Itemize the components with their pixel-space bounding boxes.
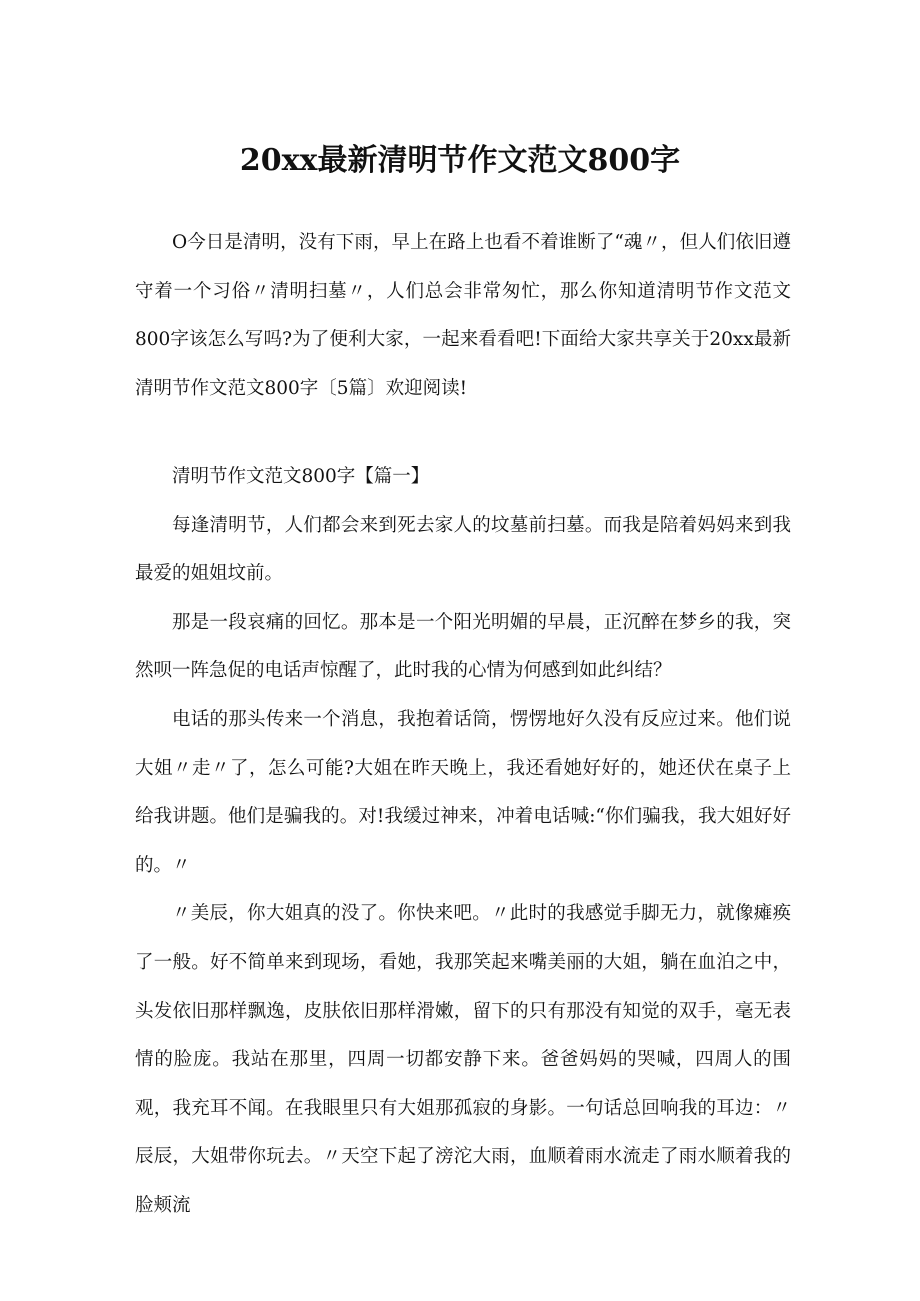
body-paragraph: 每逢清明节，人们都会来到死去家人的坟墓前扫墓。而我是陪着妈妈来到我最爱的姐姐坟前。 xyxy=(135,514,791,585)
section-one xyxy=(135,453,791,1231)
intro-paragraph: O今日是清明，没有下雨，早上在路上也看不着谁断了“魂〃，但人们依旧遵守着一个习俗〃清明扫墓〃，人们总会非常匆忙，那么你知道清明节作文范文800字该怎么写吗?为了便利大家，一起来看看吧!下面给大家共享关于20xx最新清明节作文范文800字〔5篇〕欢迎阅读! xyxy=(135,232,791,399)
body-paragraph: 〃美辰，你大姐真的没了。你快来吧。〃此时的我感觉手脚无力，就像瘫痪了一般。好不简单来到现场，看她，我那笑起来嘴美丽的大姐，躺在血泊之中，头发依旧那样飘逸，皮肤依旧那样滑嫩，留下的只有那没有知觉的双手，毫无表情的脸庞。我站在那里，四周一切都安静下来。爸爸妈妈的哭喊，四周人的围观，我充耳不闻。在我眼里只有大姐那孤寂的身影。一句话总回响我的耳边：〃辰辰，大姐带你玩去。〃天空下起了滂沱大雨，血顺着雨水流走了雨水顺着我的脸颊流 xyxy=(135,903,791,1216)
intro-block xyxy=(135,219,791,413)
document-title: 20xx最新清明节作文范文800字 xyxy=(239,143,681,178)
body-paragraph: 那是一段哀痛的回忆。那本是一个阳光明媚的早晨，正沉醉在梦乡的我，突然呗一阵急促的电话声惊醒了，此时我的心情为何感到如此纠结？ xyxy=(135,611,791,682)
section-heading: 清明节作文范文800字【篇一】 xyxy=(172,466,430,487)
body-paragraph: 电话的那头传来一个消息，我抱着话筒，愣愣地好久没有反应过来。他们说大姐〃走〃了，怎么可能?大姐在昨天晚上，我还看她好好的，她还伏在桌子上给我讲题。他们是骗我的。对!我缓过神来，冲着电话喊:“你们骗我，我大姐好好的。〃 xyxy=(135,708,791,876)
